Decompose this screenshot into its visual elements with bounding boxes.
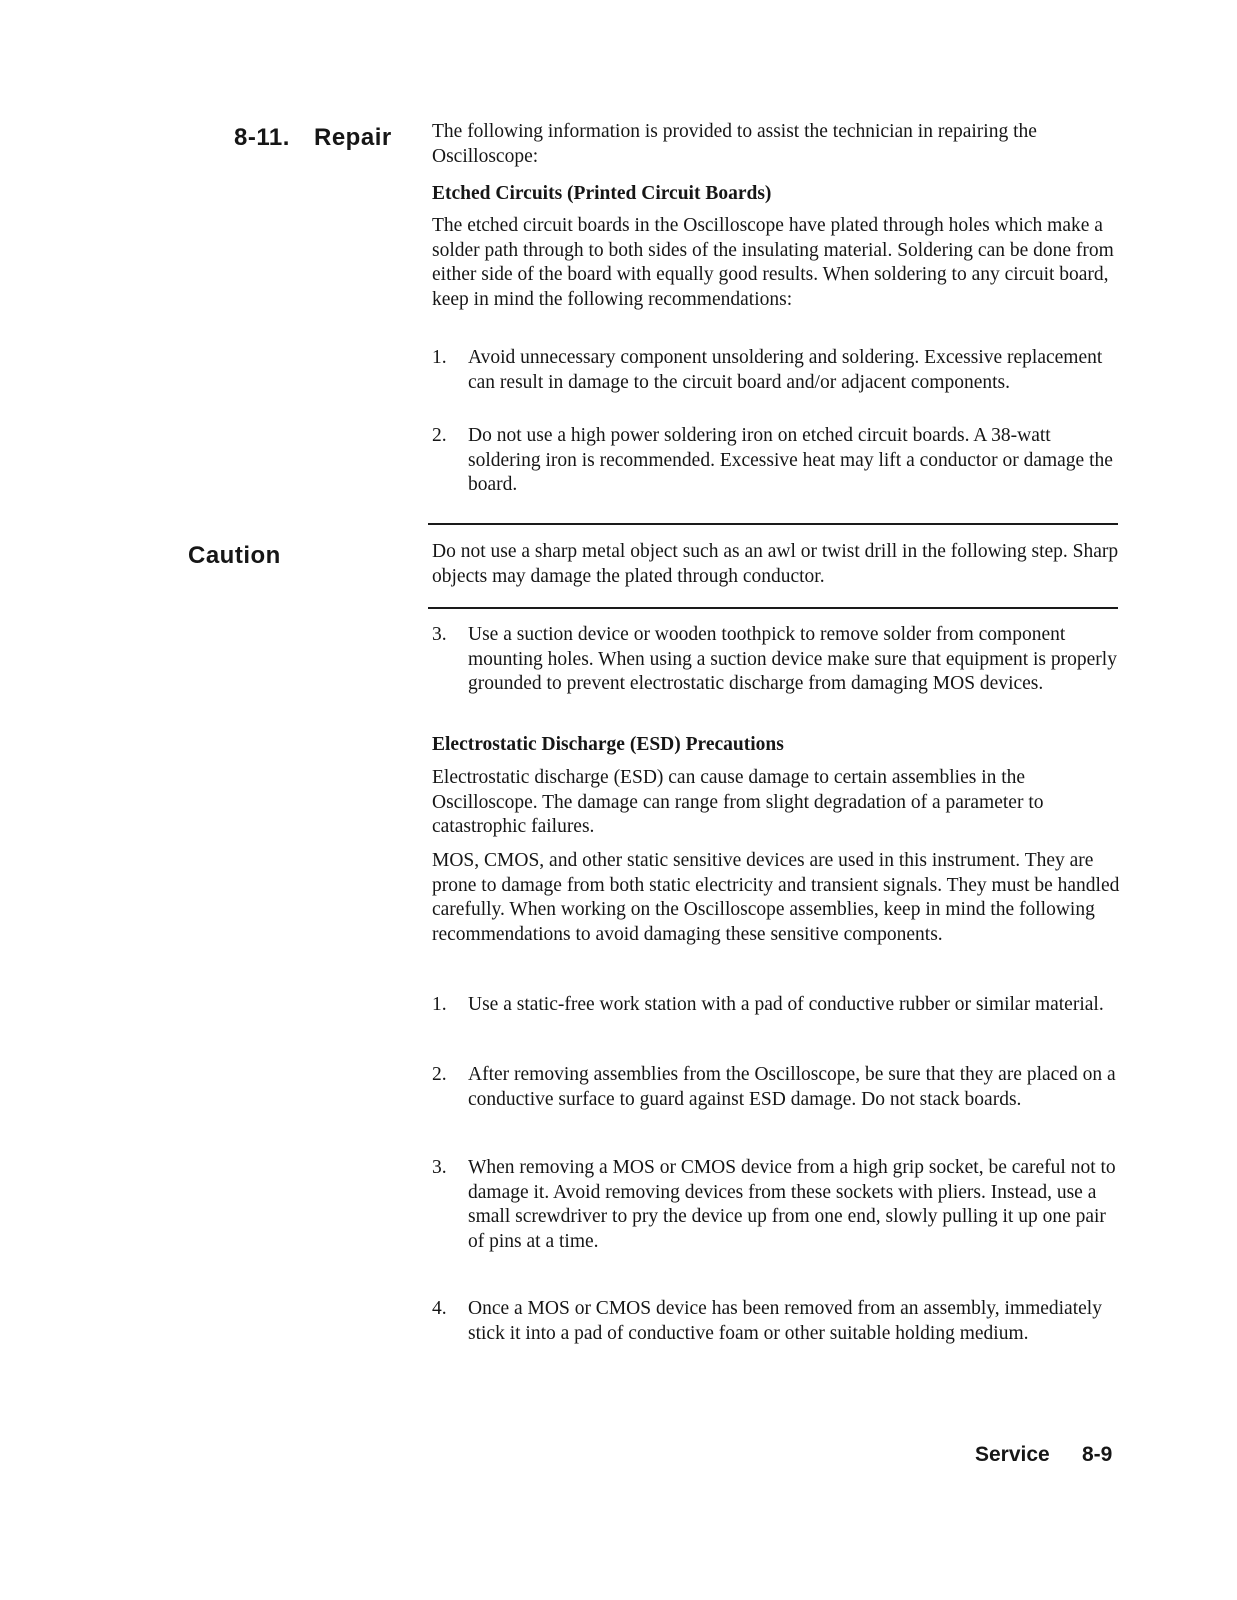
caution-text: Do not use a sharp metal object such as an awl or twist drill in the following step. Sharp objects may damage the plated through conductor. — [432, 541, 1119, 587]
esd-paragraph-1: Electrostatic discharge (ESD) can cause damage to certain assemblies in the Oscilloscope. The damage can range from slight degradation of a parameter to catastrophic failures. — [432, 767, 1044, 837]
esd-heading: Electrostatic Discharge (ESD) Precautions — [432, 734, 784, 755]
esd-paragraph-2: MOS, CMOS, and other static sensitive devices are used in this instrument. They are prone to damage from both static electricity and transient signals. They must be handled carefully. When working on the Oscilloscope assemblies, keep in mind the following recommendations to avoid damaging these sensitive components. — [432, 850, 1120, 945]
list-item-number: 1. — [432, 347, 447, 368]
caution-top-rule — [428, 523, 1118, 525]
caution-label: Caution — [188, 542, 281, 569]
etched-heading: Etched Circuits (Printed Circuit Boards) — [432, 183, 772, 204]
list-item-text: Avoid unnecessary component unsoldering and soldering. Excessive replacement can result in damage to the circuit board and/or adjacent components. — [468, 347, 1103, 393]
list-item-text: When removing a MOS or CMOS device from a high grip socket, be careful not to damage it. Avoid removing devices from these sockets with pliers. Instead, use a small screwdriver to pry the device up from one end, slowly pulling it up one pair of pins at a time. — [468, 1157, 1116, 1252]
list-item-number: 3. — [432, 1157, 447, 1178]
list-item-number: 1. — [432, 994, 447, 1015]
footer-label: Service — [975, 1443, 1050, 1466]
list-item-number: 2. — [432, 425, 447, 446]
section-title: Repair — [314, 124, 392, 151]
list-item-text: Use a static-free work station with a pad of conductive rubber or similar material. — [468, 994, 1104, 1015]
list-item-text: Once a MOS or CMOS device has been removed from an assembly, immediately stick it into a pad of conductive foam or other suitable holding medium. — [468, 1298, 1102, 1344]
section-number: 8-11. — [234, 124, 290, 151]
list-item-number: 3. — [432, 624, 447, 645]
list-item-text: Use a suction device or wooden toothpick to remove solder from component mounting holes. When using a suction device make sure that equipment is properly grounded to prevent electrostatic discharge from damaging MOS devices. — [468, 624, 1117, 694]
list-item-number: 4. — [432, 1298, 447, 1319]
list-item-text: After removing assemblies from the Oscilloscope, be sure that they are placed on a conductive surface to guard against ESD damage. Do not stack boards. — [468, 1064, 1116, 1110]
page-number: 8-9 — [1082, 1443, 1113, 1466]
section-intro: The following information is provided to assist the technician in repairing the Oscilloscope: — [432, 121, 1037, 167]
list-item-text: Do not use a high power soldering iron on etched circuit boards. A 38-watt soldering iron is recommended. Excessive heat may lift a conductor or damage the board. — [468, 425, 1113, 495]
list-item-number: 2. — [432, 1064, 447, 1085]
caution-bottom-rule — [428, 607, 1118, 609]
etched-paragraph: The etched circuit boards in the Oscilloscope have plated through holes which make a solder path through to both sides of the insulating material. Soldering can be done from either side of the board with equally good results. When soldering to any circuit board, keep in mind the following recommendations: — [432, 215, 1114, 310]
